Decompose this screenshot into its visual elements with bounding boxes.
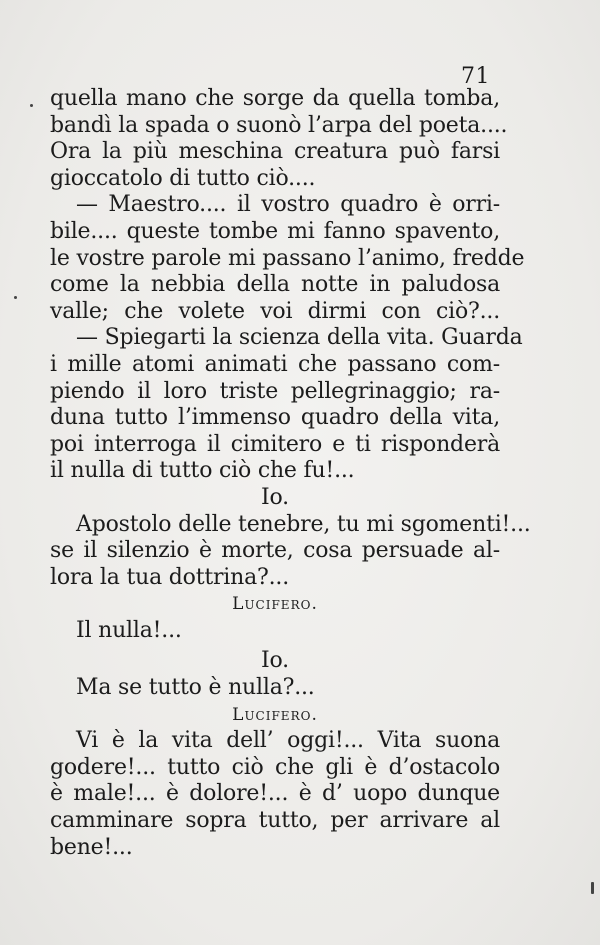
page-number: 71 — [461, 64, 490, 89]
speaker-heading: Lucifero. — [232, 594, 318, 615]
text-line: è male!... è dolore!... è d’ uopo dunque — [50, 781, 500, 807]
text-line: bandì la spada o suonò l’arpa del poeta.... — [50, 112, 508, 138]
page-body — [50, 86, 531, 861]
text-line: piendo il loro triste pellegrinaggio; ra- — [50, 378, 500, 404]
text-line: camminare sopra tutto, per arrivare al — [50, 808, 500, 834]
text-line: se il silenzio è morte, cosa persuade al- — [50, 538, 500, 564]
text-line: poi interroga il cimitero e ti risponderà — [50, 431, 500, 457]
text-line: Ma se tutto è nulla?... — [76, 675, 315, 701]
text-line: valle; che volete voi dirmi con ciò?... — [50, 298, 500, 324]
text-line: bile.... queste tombe mi fanno spavento, — [50, 218, 500, 244]
text-line: — Spiegarti la scienza della vita. Guarda — [76, 325, 523, 351]
text-line: lora la tua dottrina?... — [50, 564, 289, 590]
speaker-heading: Io. — [261, 648, 289, 674]
ink-speck — [591, 882, 594, 894]
text-line: Vi è la vita dell’ oggi!... Vita suona — [76, 728, 500, 754]
text-line: bene!... — [50, 834, 133, 860]
text-line: il nulla di tutto ciò che fu!... — [50, 458, 355, 484]
text-line: — Maestro.... il vostro quadro è orri- — [76, 192, 500, 218]
ink-speck — [14, 296, 17, 299]
text-line: Apostolo delle tenebre, tu mi sgomenti!... — [76, 511, 531, 537]
text-line: duna tutto l’immenso quadro della vita, — [50, 405, 500, 431]
text-line: i mille atomi animati che passano com- — [50, 351, 500, 377]
text-line: Ora la più meschina creatura può farsi — [50, 139, 500, 165]
speaker-heading: Io. — [261, 484, 289, 510]
text-line: quella mano che sorge da quella tomba, — [50, 86, 500, 111]
text-line: gioccatolo di tutto ciò.... — [50, 165, 316, 191]
text-line: le vostre parole mi passano l’animo, fredde — [50, 245, 525, 271]
ink-speck — [30, 104, 33, 107]
speaker-heading: Lucifero. — [232, 704, 318, 725]
text-line: come la nebbia della notte in paludosa — [50, 272, 500, 298]
text-line: godere!... tutto ciò che gli è d’ostacolo — [50, 754, 500, 780]
text-line: Il nulla!... — [76, 617, 182, 643]
